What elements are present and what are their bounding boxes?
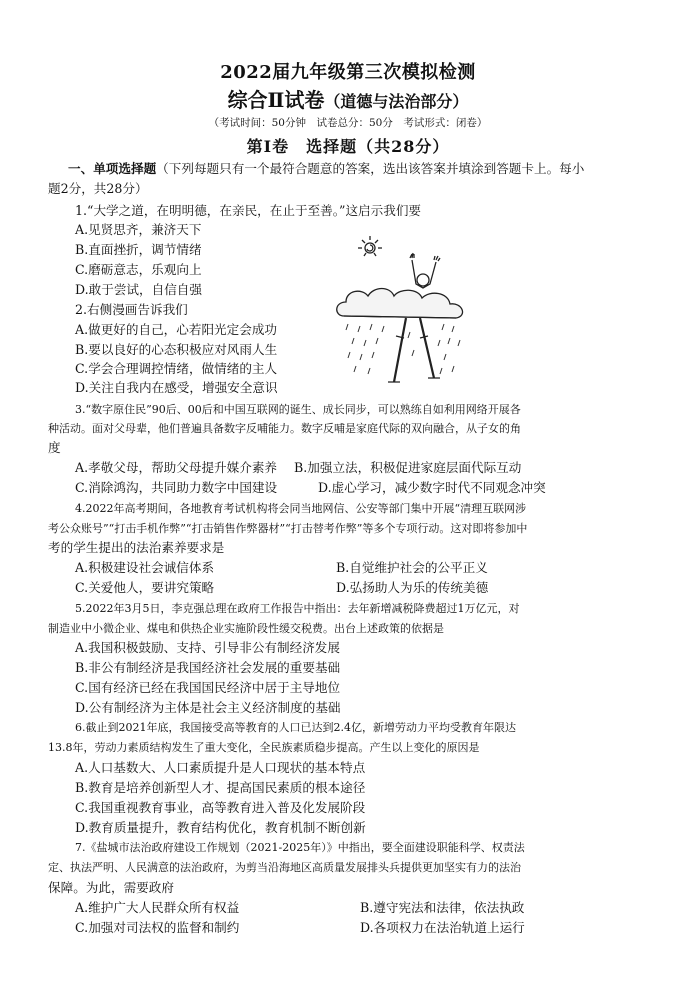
q7-option-b: B.遵守宪法和法律，依法执政 bbox=[360, 900, 525, 915]
q7-line3: 保障。为此，需要政府 bbox=[48, 880, 174, 895]
q3-line3: 度 bbox=[48, 440, 61, 455]
q2-option-a: A.做更好的自己，心若阳光定会成功 bbox=[75, 322, 278, 337]
q2-option-c: C.学会合理调控情绪，做情绪的主人 bbox=[75, 361, 278, 376]
section-title: 第Ⅰ卷 选择题（共28分） bbox=[246, 137, 450, 156]
q2-option-d: D.关注自我内在感受，增强安全意识 bbox=[75, 380, 278, 395]
q5-option-b: B.非公有制经济是我国经济社会发展的重要基础 bbox=[75, 660, 341, 675]
q3-option-b: B.加强立法，积极促进家庭层面代际互动 bbox=[294, 460, 522, 475]
subtitle-main: 综合Ⅱ试卷 bbox=[227, 88, 325, 112]
q4-option-d: D.弘扬助人为乐的传统美德 bbox=[336, 580, 489, 595]
subtitle-sub: （道德与法治部分） bbox=[324, 92, 469, 111]
q7-line1: 7.《盐城市法治政府建设工作规划（2021-2025年）》中指出，要全面建设职能科学、权责法 bbox=[75, 841, 525, 854]
q4-option-a: A.积极建设社会诚信体系 bbox=[75, 560, 215, 575]
q4-option-b: B.自觉维护社会的公平正义 bbox=[336, 560, 488, 575]
q3-line2: 种活动。面对父母辈，他们普遍具备数字反哺能力。数字反哺是家庭代际的双向融合，从子女的角 bbox=[48, 422, 521, 435]
q6-option-c: C.我国重视教育事业，高等教育进入普及化发展阶段 bbox=[75, 800, 366, 815]
q6-line2: 13.8年，劳动力素质结构发生了重大变化，全民族素质稳步提高。产生以上变化的原因是 bbox=[48, 741, 480, 754]
q3-line1: 3.“数字原住民”90后、00后和中国互联网的诞生、成长同步，可以熟练自如利用网络开展各 bbox=[75, 403, 521, 416]
q6-option-a: A.人口基数大、人口素质提升是人口现状的基本特点 bbox=[75, 760, 366, 775]
q1-stem: 1.“大学之道，在明明德，在亲民，在止于至善。”这启示我们要 bbox=[75, 203, 422, 218]
q1-option-b: B.直面挫折，调节情绪 bbox=[75, 242, 202, 257]
q7-option-d: D.各项权力在法治轨道上运行 bbox=[360, 920, 525, 935]
q6-option-b: B.教育是培养创新型人才、提高国民素质的根本途径 bbox=[75, 780, 366, 795]
q1-option-d: D.敢于尝试，自信自强 bbox=[75, 282, 202, 297]
q2-stem: 2.右侧漫画告诉我们 bbox=[75, 302, 188, 317]
q5-line1: 5.2022年3月5日，李克强总理在政府工作报告中指出：去年新增减税降费超过1万亿元，对 bbox=[75, 602, 520, 615]
q5-option-d: D.公有制经济为主体是社会主义经济制度的基础 bbox=[75, 700, 341, 715]
q1-option-c: C.磨砺意志，乐观向上 bbox=[75, 262, 202, 277]
q4-line2: 考公众账号”“打击手机作弊”“打击销售作弊器材”“打击替考作弊”等多个专项行动。这对即将参加中 bbox=[48, 522, 528, 535]
q2-option-b: B.要以良好的心态积极应对风雨人生 bbox=[75, 342, 278, 357]
q3-option-d: D.虚心学习，减少数字时代不同观念冲突 bbox=[318, 480, 546, 495]
exam-subtitle bbox=[0, 84, 696, 113]
q5-option-a: A.我国积极鼓励、支持、引导非公有制经济发展 bbox=[75, 640, 340, 655]
q4-line3: 考的学生提出的法治素养要求是 bbox=[48, 540, 225, 555]
q7-option-c: C.加强对司法权的监督和制约 bbox=[75, 920, 240, 935]
q1-option-a: A.见贤思齐，兼济天下 bbox=[75, 222, 202, 237]
exam-title: 2022届九年级第三次模拟检测 bbox=[220, 62, 476, 83]
part1-instruction-line2: 题2分，共28分） bbox=[48, 181, 148, 196]
q3-option-c: C.消除鸿沟，共同助力数字中国建设 bbox=[75, 480, 278, 495]
q3-option-a: A.孝敬父母，帮助父母提升媒介素养 bbox=[75, 460, 278, 475]
part1-instruction-line1 bbox=[68, 160, 584, 178]
q6-line1: 6.截止到2021年底，我国接受高等教育的人口已达到2.4亿，新增劳动力平均受教育年限达 bbox=[75, 721, 516, 734]
part1-heading: 一、单项选择题 bbox=[68, 161, 157, 176]
q4-line1: 4.2022年高考期间，各地教育考试机构将会同当地网信、公安等部门集中开展“清理互联网涉 bbox=[75, 502, 527, 515]
cartoon-person-on-stilts-in-rain bbox=[326, 232, 476, 387]
exam-info: （考试时间：50分钟 试卷总分：50分 考试形式：闭卷） bbox=[208, 117, 488, 129]
q5-option-c: C.国有经济已经在我国国民经济中居于主导地位 bbox=[75, 680, 341, 695]
part1-instruction: （下列每题只有一个最符合题意的答案，选出该答案并填涂到答题卡上。每小 bbox=[156, 161, 585, 176]
q7-line2: 定、执法严明、人民满意的法治政府，为剪当沿海地区高质量发展排头兵提供更加坚实有力的法治 bbox=[48, 861, 521, 874]
q4-option-c: C.关爱他人，要讲究策略 bbox=[75, 580, 215, 595]
q7-option-a: A.维护广大人民群众所有权益 bbox=[75, 900, 240, 915]
q6-option-d: D.教育质量提升，教育结构优化，教育机制不断创新 bbox=[75, 820, 366, 835]
q5-line2: 制造业中小微企业、煤电和供热企业实施阶段性缓交税费。出台上述政策的依据是 bbox=[48, 622, 444, 635]
